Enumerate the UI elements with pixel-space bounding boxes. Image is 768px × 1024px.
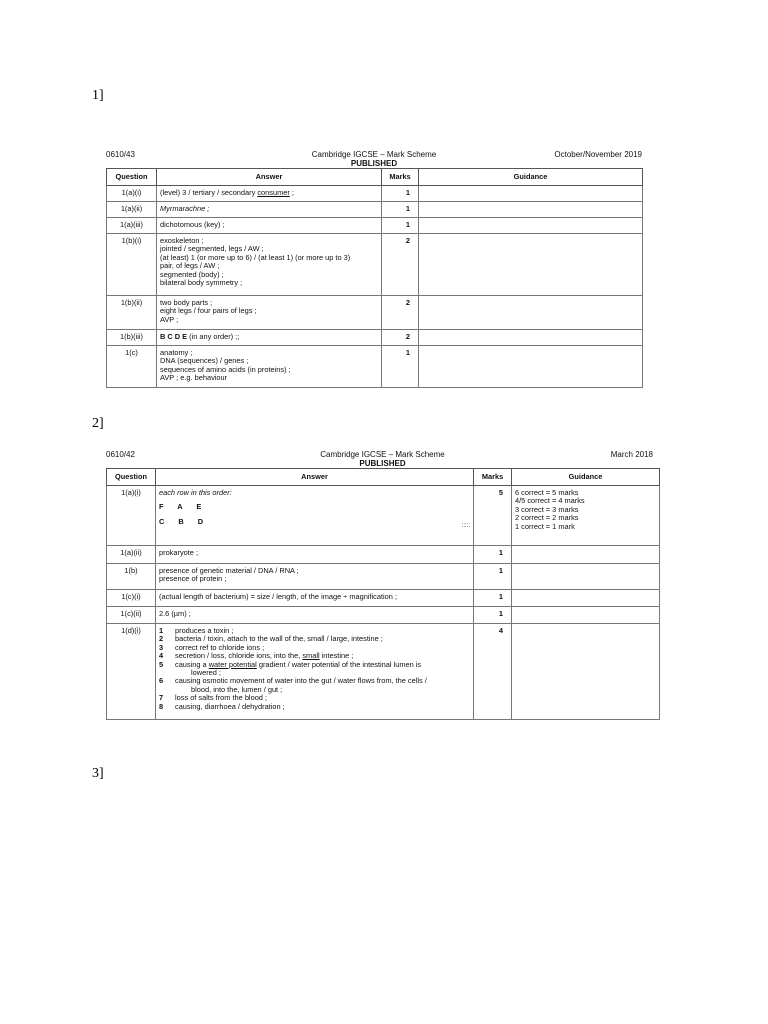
answer-cell: (actual length of bacterium) = size / length, of the image ÷ magnification ; [156, 590, 474, 607]
mark-scheme-sheet-1 [106, 146, 642, 383]
table-row [107, 234, 643, 296]
answer-cell: presence of genetic material / DNA / RNA ; presence of protein ; [156, 564, 474, 590]
table-row [107, 330, 643, 346]
marks-cell: 1 [474, 607, 512, 624]
question-cell: 1(b)(iii) [107, 330, 157, 346]
guidance-cell [419, 202, 643, 218]
mark-scheme-table-1 [106, 168, 643, 388]
marks-cell: 1 [382, 346, 419, 388]
question-cell: 1(c) [107, 346, 157, 388]
table-row [107, 624, 660, 720]
table-row [107, 546, 660, 564]
table-row [107, 202, 643, 218]
guidance-cell [419, 330, 643, 346]
table-header-row [107, 169, 643, 186]
answer-cell: B C D E (in any order) ;; [157, 330, 382, 346]
exam-date: March 2018 [610, 450, 653, 459]
guidance-cell [419, 296, 643, 330]
table-row [107, 218, 643, 234]
guidance-cell [512, 564, 660, 590]
marks-cell: 1 [474, 546, 512, 564]
question-label-2: 2] [92, 416, 104, 431]
question-cell: 1(b)(i) [107, 234, 157, 296]
guidance-cell [419, 346, 643, 388]
sequence-row-1: F A E [159, 502, 208, 512]
column-header-guidance: Guidance [512, 469, 660, 486]
answer-cell: 2.6 (µm) ; [156, 607, 474, 624]
answer-cell: anatomy ; DNA (sequences) / genes ; sequences of amino acids (in proteins) ; AVP ; e.g. behaviour [157, 346, 382, 388]
answer-cell: (level) 3 / tertiary / secondary consumer ; [157, 186, 382, 202]
exam-date: October/November 2019 [554, 150, 642, 159]
column-header-question: Question [107, 169, 157, 186]
guidance-cell [512, 607, 660, 624]
table-header-row [107, 469, 660, 486]
column-header-answer: Answer [157, 169, 382, 186]
answer-cell: dichotomous (key) ; [157, 218, 382, 234]
guidance-cell [419, 234, 643, 296]
answer-cell: each row in this order: F A E C B D ::::: [156, 486, 474, 546]
table-row [107, 486, 660, 546]
question-cell: 1(c)(i) [107, 590, 156, 607]
answer-cell: 1 produces a toxin ; 2 bacteria / toxin, attach to the wall of the, small / large, intestine ; 3 correct ref to chloride ions ; 4 secretion / loss, chloride ions, into the, small intestine ; 5 causing a water potential gradient / water potential of the intestinal lumen is lowered ; 6 causing osmotic movement of water into the gut / water flows from, the cells / blood, into the, lumen / gut ; 7 loss of salts from the blood ; 8 causing, diarrhoea / dehydration ; [156, 624, 474, 720]
table-row [107, 346, 643, 388]
marks-cell: 5 [474, 486, 512, 546]
answer-cell: prokaryote ; [156, 546, 474, 564]
answer-cell: exoskeleton ; jointed / segmented, legs / AW ; (at least) 1 (or more up to 6) / (at least 1) (or more up to 3) pair, of legs / AW ; segmented (body) ; bilateral body symmetry ; [157, 234, 382, 296]
question-cell: 1(c)(ii) [107, 607, 156, 624]
marks-cell: 1 [382, 202, 419, 218]
marks-cell: 1 [382, 218, 419, 234]
guidance-cell [419, 218, 643, 234]
published-label: PUBLISHED [359, 459, 406, 468]
marks-cell: 2 [382, 234, 419, 296]
mark-scheme-sheet-2 [106, 446, 659, 711]
guidance-cell: 6 correct = 5 marks 4/5 correct = 4 marks 3 correct = 3 marks 2 correct = 2 marks 1 correct = 1 mark [512, 486, 660, 546]
published-label: PUBLISHED [350, 159, 398, 168]
guidance-cell [419, 186, 643, 202]
column-header-marks: Marks [474, 469, 512, 486]
question-cell: 1(b)(ii) [107, 296, 157, 330]
marks-cell: 1 [382, 186, 419, 202]
marks-cell: 1 [474, 590, 512, 607]
marks-cell: 1 [474, 564, 512, 590]
paper-code: 0610/42 [106, 450, 135, 459]
answer-cell: Myrmarachne ; [157, 202, 382, 218]
marks-cell: 4 [474, 624, 512, 720]
guidance-cell [512, 590, 660, 607]
answer-cell: two body parts ; eight legs / four pairs of legs ; AVP ; [157, 296, 382, 330]
column-header-guidance: Guidance [419, 169, 643, 186]
question-cell: 1(a)(ii) [107, 202, 157, 218]
table-row [107, 186, 643, 202]
table-row [107, 564, 660, 590]
question-label-3: 3] [92, 766, 104, 781]
marks-cell: 2 [382, 296, 419, 330]
table-row [107, 296, 643, 330]
column-header-marks: Marks [382, 169, 419, 186]
question-cell: 1(a)(i) [107, 186, 157, 202]
column-header-answer: Answer [156, 469, 474, 486]
guidance-cell [512, 624, 660, 720]
mark-scheme-table-2 [106, 468, 660, 720]
dots-mark: ::::: [461, 523, 470, 530]
sequence-row-2: C B D [159, 516, 210, 526]
sheet-title: Cambridge IGCSE – Mark Scheme [320, 450, 445, 459]
table-row [107, 590, 660, 607]
question-cell: 1(a)(ii) [107, 546, 156, 564]
question-cell: 1(d)(i) [107, 624, 156, 720]
question-cell: 1(b) [107, 564, 156, 590]
question-label-1: 1] [92, 88, 104, 103]
paper-code: 0610/43 [106, 150, 135, 159]
sheet-title: Cambridge IGCSE – Mark Scheme [311, 150, 437, 159]
guidance-cell [512, 546, 660, 564]
question-cell: 1(a)(i) [107, 486, 156, 546]
question-cell: 1(a)(iii) [107, 218, 157, 234]
marks-cell: 2 [382, 330, 419, 346]
table-row [107, 607, 660, 624]
column-header-question: Question [107, 469, 156, 486]
